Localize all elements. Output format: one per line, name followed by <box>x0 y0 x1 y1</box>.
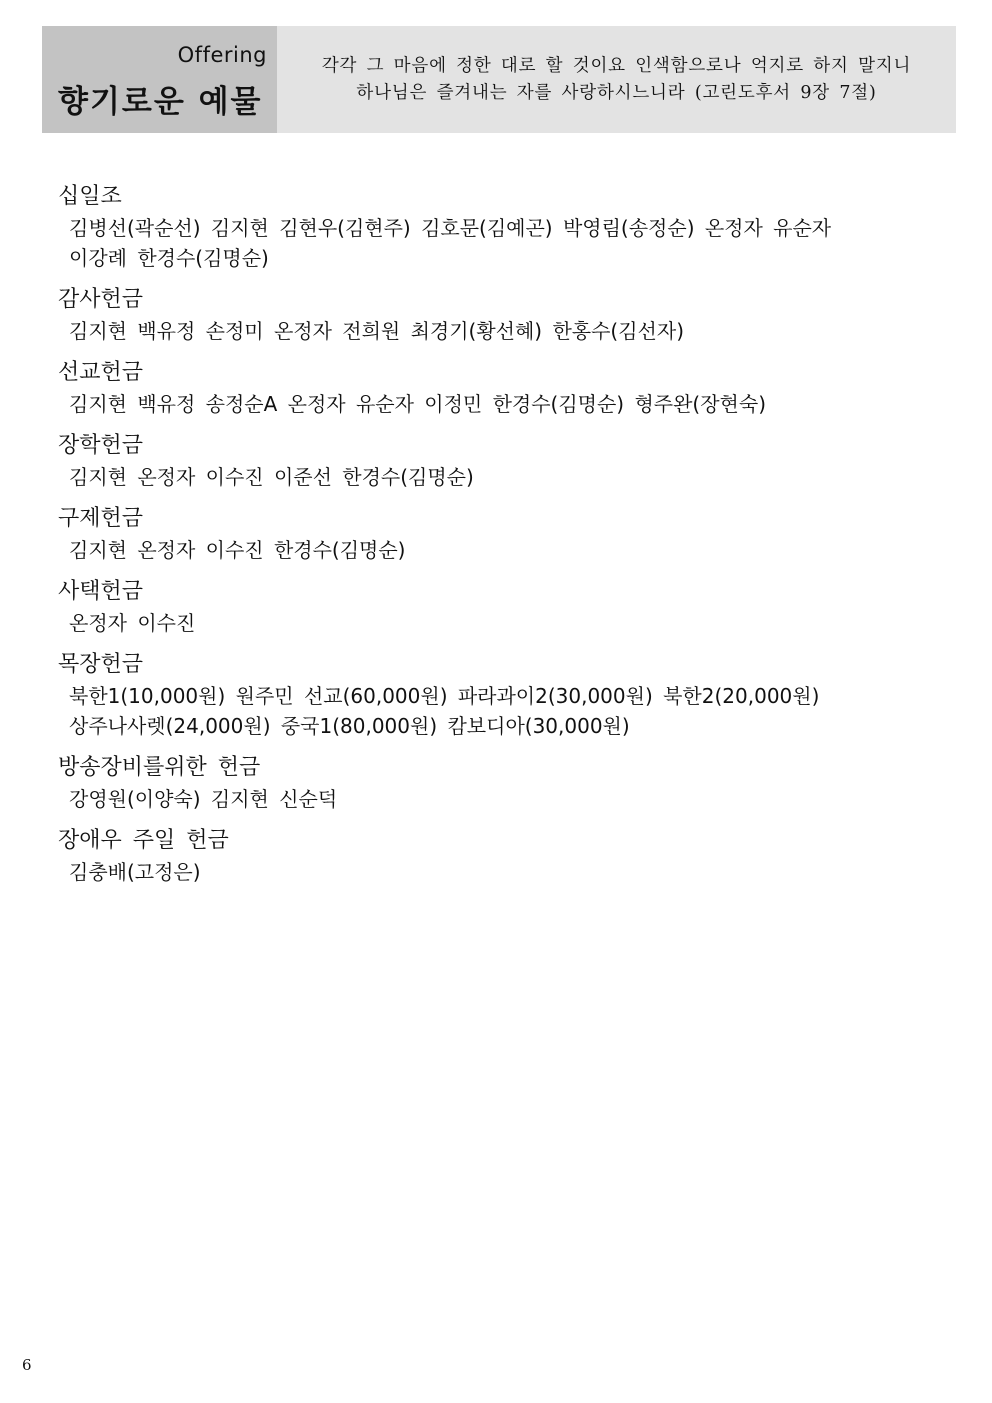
donor-line: 김지현 백유정 송정순A 온정자 유순자 이정민 한경수(김명순) 형주완(장현숙) <box>69 392 766 416</box>
section-title: 구제헌금 <box>58 506 144 531</box>
section-title: 선교헌금 <box>58 360 144 385</box>
verse-line-1: 각각 그 마음에 정한 대로 할 것이요 인색함으로나 억지로 하지 말지니 <box>321 55 912 76</box>
page-number: 6 <box>22 1356 32 1374</box>
donor-line: 북한1(10,000원) 원주민 선교(60,000원) 파라과이2(30,000원) 북한2(20,000원) <box>69 684 820 708</box>
section-title: 목장헌금 <box>58 652 144 677</box>
section-title: 사택헌금 <box>58 579 144 604</box>
section-title: 감사헌금 <box>58 287 144 312</box>
verse-line-2: 하나님은 즐겨내는 자를 사랑하시느니라 (고린도후서 9장 7절) <box>356 82 877 103</box>
donor-line: 이강례 한경수(김명순) <box>69 246 269 270</box>
donor-line: 김지현 온정자 이수진 한경수(김명순) <box>69 538 406 562</box>
donor-line: 상주나사렛(24,000원) 중국1(80,000원) 캄보디아(30,000원) <box>69 714 630 738</box>
section-title: 장애우 주일 헌금 <box>58 828 229 853</box>
donor-line: 김병선(곽순선) 김지현 김현우(김현주) 김호문(김예곤) 박영림(송정순) 온정자 유순자 <box>69 216 832 240</box>
donor-line: 강영원(이양숙) 김지현 신순덕 <box>69 787 338 811</box>
header-title-box <box>42 26 277 133</box>
section-scholarship <box>58 429 938 492</box>
scripture-verse-box <box>277 26 956 133</box>
donor-line: 김지현 온정자 이수진 이준선 한경수(김명순) <box>69 465 474 489</box>
section-disability-sunday <box>58 824 938 887</box>
section-broadcast-equipment <box>58 751 938 814</box>
section-relief <box>58 502 938 565</box>
section-tithe <box>58 180 938 273</box>
section-title: 방송장비를위한 헌금 <box>58 755 261 780</box>
offering-header <box>42 26 956 133</box>
section-cell-group <box>58 648 938 741</box>
section-missions <box>58 356 938 419</box>
header-subtitle: Offering <box>177 43 267 67</box>
section-parsonage <box>58 575 938 638</box>
offering-list <box>58 180 938 897</box>
donor-line: 김충배(고정은) <box>69 860 201 884</box>
section-title: 십일조 <box>58 184 122 209</box>
donor-line: 온정자 이수진 <box>69 611 196 635</box>
section-thanksgiving <box>58 283 938 346</box>
page-title: 향기로운 예물 <box>58 84 263 120</box>
donor-line: 김지현 백유정 손정미 온정자 전희원 최경기(황선혜) 한홍수(김선자) <box>69 319 684 343</box>
section-title: 장학헌금 <box>58 433 144 458</box>
